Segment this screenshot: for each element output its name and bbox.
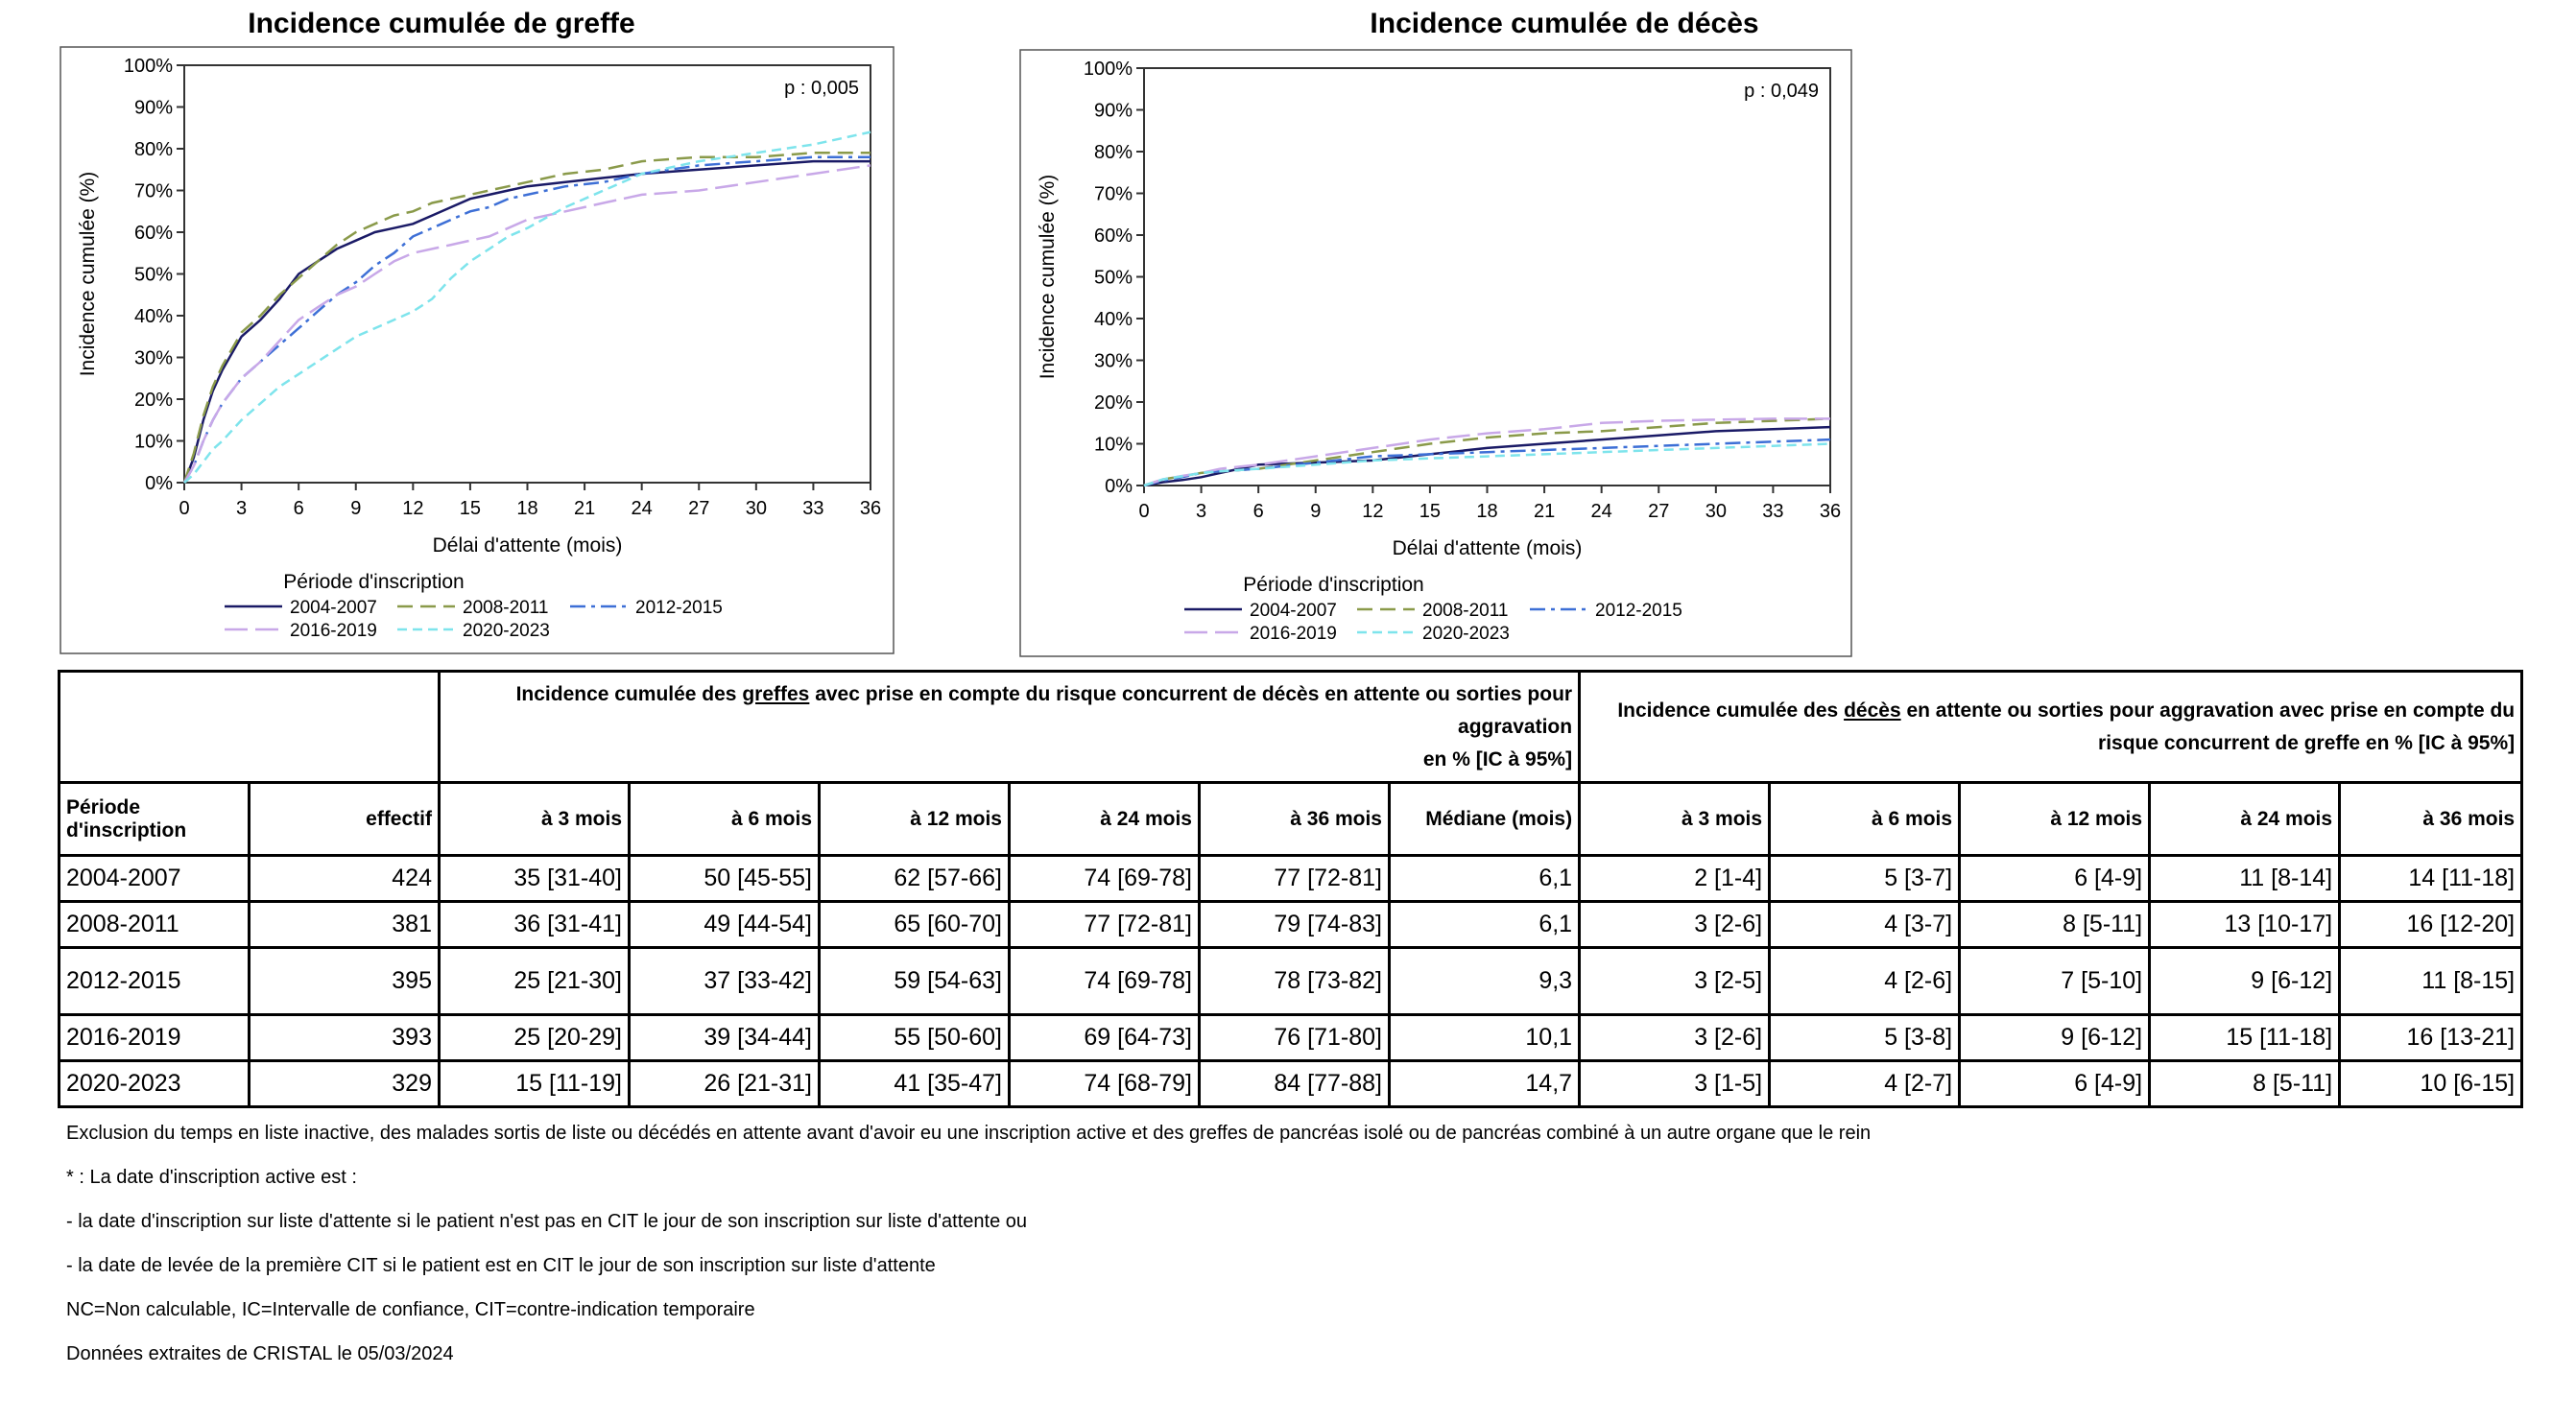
column-header: Médiane (mois) bbox=[1390, 783, 1580, 856]
legend-title: Période d'inscription bbox=[1243, 574, 1424, 596]
y-axis-label: Incidence cumulée (%) bbox=[77, 171, 99, 377]
x-tick-label: 6 bbox=[1252, 501, 1264, 522]
table-cell: 2 [1-4] bbox=[1580, 856, 1770, 902]
table-cell: 55 [50-60] bbox=[820, 1015, 1010, 1061]
x-tick-label: 30 bbox=[745, 498, 767, 519]
x-tick-label: 36 bbox=[1819, 501, 1842, 522]
column-header: à 24 mois bbox=[1010, 783, 1200, 856]
x-tick-label: 33 bbox=[1762, 501, 1784, 522]
x-tick-label: 27 bbox=[688, 498, 710, 519]
legend-label: 2008-2011 bbox=[1422, 601, 1509, 621]
y-tick-label: 70% bbox=[133, 180, 173, 202]
table-cell: 8 [5-11] bbox=[2150, 1061, 2340, 1107]
table-header-row bbox=[60, 783, 2522, 856]
legend-label: 2020-2023 bbox=[1422, 624, 1510, 644]
table-cell: 49 [44-54] bbox=[630, 902, 820, 948]
y-tick-label: 90% bbox=[1093, 100, 1133, 122]
x-tick-label: 27 bbox=[1648, 501, 1670, 522]
table-cell: 4 [2-6] bbox=[1770, 948, 1960, 1015]
x-tick-label: 3 bbox=[236, 498, 248, 519]
table-cell: 62 [57-66] bbox=[820, 856, 1010, 902]
p-value: p : 0,049 bbox=[1744, 81, 1819, 102]
table-row bbox=[60, 1061, 2522, 1107]
table-row bbox=[60, 948, 2522, 1015]
table-cell: 8 [5-11] bbox=[1960, 902, 2150, 948]
column-header: à 36 mois bbox=[1200, 783, 1390, 856]
legend-title: Période d'inscription bbox=[283, 571, 465, 593]
y-tick-label: 40% bbox=[133, 306, 173, 327]
table-cell: 5 [3-7] bbox=[1770, 856, 1960, 902]
footnote: - la date de levée de la première CIT si le patient est en CIT le jour de son inscription sur liste d'attente bbox=[66, 1255, 936, 1276]
legend-label: 2004-2007 bbox=[1250, 601, 1337, 621]
x-tick-label: 18 bbox=[516, 498, 538, 519]
table-cell: 5 [3-8] bbox=[1770, 1015, 1960, 1061]
table-cell: 4 [2-7] bbox=[1770, 1061, 1960, 1107]
y-tick-label: 40% bbox=[1093, 309, 1133, 330]
y-tick-label: 100% bbox=[123, 56, 173, 77]
table-cell: 6,1 bbox=[1390, 902, 1580, 948]
table-cell: 16 [13-21] bbox=[2340, 1015, 2522, 1061]
y-tick-label: 60% bbox=[1093, 225, 1133, 247]
table-cell: 7 [5-10] bbox=[1960, 948, 2150, 1015]
table-row bbox=[60, 902, 2522, 948]
table-cell: 74 [69-78] bbox=[1010, 856, 1200, 902]
x-tick-label: 0 bbox=[1138, 501, 1150, 522]
y-tick-label: 20% bbox=[133, 390, 173, 411]
table-corner-cell bbox=[60, 672, 440, 783]
chart-greffe bbox=[60, 46, 894, 654]
row-period: 2016-2019 bbox=[60, 1015, 250, 1061]
column-header: à 12 mois bbox=[1960, 783, 2150, 856]
table-cell: 65 [60-70] bbox=[820, 902, 1010, 948]
x-tick-label: 21 bbox=[573, 498, 596, 519]
series-line-2012-2015 bbox=[184, 157, 871, 483]
table-cell: 3 [1-5] bbox=[1580, 1061, 1770, 1107]
x-tick-label: 21 bbox=[1533, 501, 1556, 522]
series-line-2020-2023 bbox=[1144, 444, 1830, 486]
table-cell: 76 [71-80] bbox=[1200, 1015, 1390, 1061]
chart-frame bbox=[60, 47, 894, 653]
x-tick-label: 24 bbox=[631, 498, 653, 519]
table-cell: 14 [11-18] bbox=[2340, 856, 2522, 902]
table-cell: 6 [4-9] bbox=[1960, 1061, 2150, 1107]
table-cell: 77 [72-81] bbox=[1200, 856, 1390, 902]
y-tick-label: 100% bbox=[1083, 59, 1133, 80]
table-cell: 26 [21-31] bbox=[630, 1061, 820, 1107]
table-cell: 16 [12-20] bbox=[2340, 902, 2522, 948]
group-header-deces: Incidence cumulée des décès en attente ou sorties pour aggravation avec prise en compte du risque concurrent de greffe en % [IC à 95%] bbox=[1580, 672, 2522, 783]
column-header: à 6 mois bbox=[1770, 783, 1960, 856]
table-cell: 424 bbox=[250, 856, 440, 902]
x-tick-label: 36 bbox=[859, 498, 882, 519]
x-tick-label: 24 bbox=[1590, 501, 1612, 522]
column-header: à 3 mois bbox=[1580, 783, 1770, 856]
y-tick-label: 10% bbox=[1093, 434, 1133, 456]
table-cell: 6,1 bbox=[1390, 856, 1580, 902]
footnote: * : La date d'inscription active est : bbox=[66, 1167, 357, 1188]
table-cell: 74 [68-79] bbox=[1010, 1061, 1200, 1107]
y-tick-label: 80% bbox=[1093, 142, 1133, 163]
table-cell: 25 [20-29] bbox=[440, 1015, 630, 1061]
table-cell: 78 [73-82] bbox=[1200, 948, 1390, 1015]
table-cell: 329 bbox=[250, 1061, 440, 1107]
table-row bbox=[60, 1015, 2522, 1061]
table-cell: 11 [8-15] bbox=[2340, 948, 2522, 1015]
table-cell: 3 [2-6] bbox=[1580, 902, 1770, 948]
table-cell: 15 [11-19] bbox=[440, 1061, 630, 1107]
x-tick-label: 0 bbox=[179, 498, 190, 519]
results-table bbox=[58, 670, 2523, 1108]
row-period: 2012-2015 bbox=[60, 948, 250, 1015]
table-cell: 25 [21-30] bbox=[440, 948, 630, 1015]
column-header: Période d'inscription bbox=[60, 783, 250, 856]
series-line-2016-2019 bbox=[184, 165, 871, 483]
y-tick-label: 30% bbox=[1093, 350, 1133, 372]
table-cell: 84 [77-88] bbox=[1200, 1061, 1390, 1107]
table-cell: 3 [2-6] bbox=[1580, 1015, 1770, 1061]
column-header: effectif bbox=[250, 783, 440, 856]
y-tick-label: 30% bbox=[133, 347, 173, 369]
plot-area bbox=[184, 65, 871, 483]
x-tick-label: 12 bbox=[402, 498, 424, 519]
footnote: NC=Non calculable, IC=Intervalle de confiance, CIT=contre-indication temporaire bbox=[66, 1299, 755, 1320]
y-axis-label: Incidence cumulée (%) bbox=[1037, 174, 1059, 380]
table-cell: 14,7 bbox=[1390, 1061, 1580, 1107]
column-header: à 6 mois bbox=[630, 783, 820, 856]
y-tick-label: 20% bbox=[1093, 392, 1133, 414]
table-cell: 59 [54-63] bbox=[820, 948, 1010, 1015]
chart-deces bbox=[1019, 49, 1852, 657]
table-cell: 10,1 bbox=[1390, 1015, 1580, 1061]
table-cell: 4 [3-7] bbox=[1770, 902, 1960, 948]
y-tick-label: 80% bbox=[133, 139, 173, 160]
table-cell: 393 bbox=[250, 1015, 440, 1061]
chart-title-deces: Incidence cumulée de décès bbox=[1370, 8, 1759, 39]
table-cell: 74 [69-78] bbox=[1010, 948, 1200, 1015]
table-cell: 3 [2-5] bbox=[1580, 948, 1770, 1015]
table-cell: 6 [4-9] bbox=[1960, 856, 2150, 902]
row-period: 2008-2011 bbox=[60, 902, 250, 948]
x-tick-label: 9 bbox=[1310, 501, 1322, 522]
legend-label: 2012-2015 bbox=[1595, 601, 1682, 621]
table-cell: 69 [64-73] bbox=[1010, 1015, 1200, 1061]
row-period: 2020-2023 bbox=[60, 1061, 250, 1107]
x-tick-label: 15 bbox=[1419, 501, 1442, 522]
column-header: à 24 mois bbox=[2150, 783, 2340, 856]
legend-label: 2012-2015 bbox=[635, 598, 723, 618]
y-tick-label: 0% bbox=[145, 473, 173, 494]
x-tick-label: 30 bbox=[1705, 501, 1727, 522]
table-cell: 11 [8-14] bbox=[2150, 856, 2340, 902]
x-tick-label: 6 bbox=[293, 498, 304, 519]
x-axis-label: Délai d'attente (mois) bbox=[1392, 537, 1583, 559]
table-cell: 36 [31-41] bbox=[440, 902, 630, 948]
y-tick-label: 50% bbox=[133, 264, 173, 286]
column-header: à 36 mois bbox=[2340, 783, 2522, 856]
group-header-greffe: Incidence cumulée des greffes avec prise en compte du risque concurrent de décès en attente ou sorties pour aggravation en % [IC à 95%] bbox=[440, 672, 1580, 783]
footnotes bbox=[66, 1111, 1871, 1376]
table-cell: 77 [72-81] bbox=[1010, 902, 1200, 948]
footnote: Données extraites de CRISTAL le 05/03/2024 bbox=[66, 1343, 454, 1364]
legend-label: 2020-2023 bbox=[463, 621, 550, 641]
table-cell: 39 [34-44] bbox=[630, 1015, 820, 1061]
table-cell: 9 [6-12] bbox=[2150, 948, 2340, 1015]
table-cell: 50 [45-55] bbox=[630, 856, 820, 902]
y-tick-label: 10% bbox=[133, 431, 173, 453]
table-cell: 13 [10-17] bbox=[2150, 902, 2340, 948]
legend-label: 2008-2011 bbox=[463, 598, 549, 618]
legend-label: 2016-2019 bbox=[290, 621, 377, 641]
y-tick-label: 60% bbox=[133, 223, 173, 244]
y-tick-label: 50% bbox=[1093, 267, 1133, 289]
x-tick-label: 18 bbox=[1476, 501, 1498, 522]
series-line-2008-2011 bbox=[184, 153, 871, 483]
column-header: à 3 mois bbox=[440, 783, 630, 856]
chart-title-greffe: Incidence cumulée de greffe bbox=[248, 8, 635, 39]
p-value: p : 0,005 bbox=[784, 78, 859, 99]
table-cell: 79 [74-83] bbox=[1200, 902, 1390, 948]
footnote: - la date d'inscription sur liste d'attente si le patient n'est pas en CIT le jour de son inscription sur liste d'attente ou bbox=[66, 1211, 1028, 1232]
x-tick-label: 15 bbox=[459, 498, 482, 519]
footnote: Exclusion du temps en liste inactive, des malades sortis de liste ou décédés en attente avant d'avoir eu une inscription active et des greffes de pancréas isolé ou de pancréas combiné à un autre organe que le rein bbox=[66, 1123, 1872, 1144]
table-row bbox=[60, 856, 2522, 902]
y-tick-label: 0% bbox=[1105, 476, 1133, 497]
table-cell: 35 [31-40] bbox=[440, 856, 630, 902]
legend-label: 2004-2007 bbox=[290, 598, 377, 618]
x-axis-label: Délai d'attente (mois) bbox=[432, 534, 623, 557]
table-cell: 395 bbox=[250, 948, 440, 1015]
row-period: 2004-2007 bbox=[60, 856, 250, 902]
x-tick-label: 12 bbox=[1362, 501, 1384, 522]
legend-label: 2016-2019 bbox=[1250, 624, 1337, 644]
series-line-2020-2023 bbox=[184, 132, 871, 483]
y-tick-label: 70% bbox=[1093, 183, 1133, 205]
table-cell: 15 [11-18] bbox=[2150, 1015, 2340, 1061]
series-line-2004-2007 bbox=[184, 161, 871, 483]
column-header: à 12 mois bbox=[820, 783, 1010, 856]
table-cell: 10 [6-15] bbox=[2340, 1061, 2522, 1107]
x-tick-label: 3 bbox=[1196, 501, 1207, 522]
y-tick-label: 90% bbox=[133, 97, 173, 119]
x-tick-label: 33 bbox=[802, 498, 824, 519]
x-tick-label: 9 bbox=[350, 498, 362, 519]
table-cell: 41 [35-47] bbox=[820, 1061, 1010, 1107]
table-cell: 9 [6-12] bbox=[1960, 1015, 2150, 1061]
table-cell: 9,3 bbox=[1390, 948, 1580, 1015]
table-cell: 37 [33-42] bbox=[630, 948, 820, 1015]
table-cell: 381 bbox=[250, 902, 440, 948]
